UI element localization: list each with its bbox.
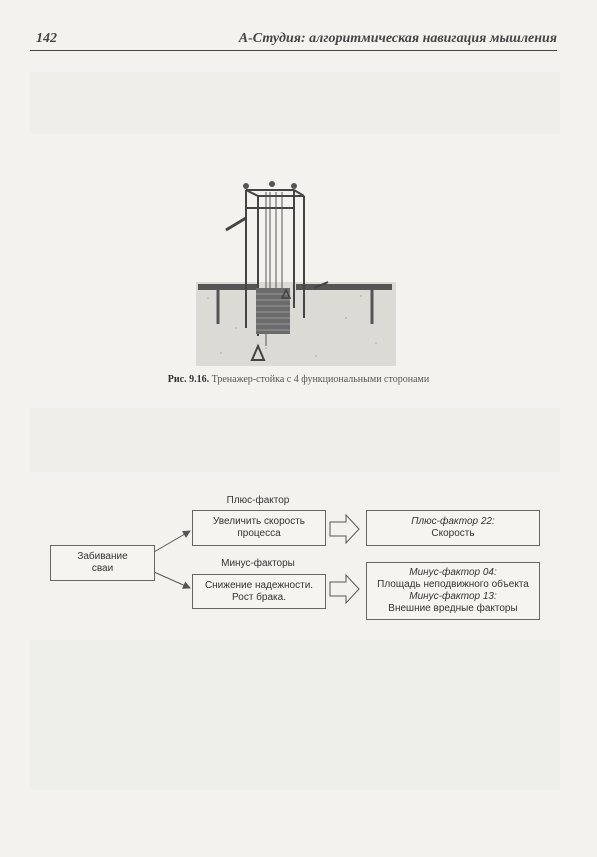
plus-factor-label: Плюс-фактор bbox=[226, 495, 290, 506]
running-title: А-Студия: алгоритмическая навигация мышления bbox=[238, 31, 557, 46]
source-box bbox=[50, 545, 155, 581]
minus-action-line2: Рост брака. bbox=[232, 591, 286, 603]
plus-action-line1: Увеличить скорость bbox=[213, 516, 305, 527]
page-number: 142 bbox=[36, 31, 57, 46]
minus-result-line3: Минус-фактор 13: bbox=[409, 591, 497, 602]
minus-result-line4: Внешние вредные факторы bbox=[388, 603, 518, 614]
plus-action-box bbox=[192, 510, 326, 546]
plus-result-line1: Плюс-фактор 22: bbox=[411, 516, 495, 527]
plus-result-box bbox=[366, 510, 540, 546]
plus-result-line2: Скорость bbox=[431, 528, 475, 539]
caption-label: Рис. 9.16. bbox=[167, 374, 210, 385]
minus-result-box bbox=[366, 562, 540, 620]
minus-factors-label: Минус-факторы bbox=[221, 558, 295, 569]
minus-action-box bbox=[192, 574, 326, 609]
plus-action-line2: процесса bbox=[237, 528, 281, 539]
minus-result-line2: Площадь неподвижного объекта bbox=[377, 579, 529, 590]
caption-text: Тренажер-стойка с 4 функциональными сторонами bbox=[211, 374, 430, 385]
source-line2: сваи bbox=[91, 563, 114, 574]
minus-action-line1: Снижение надежности. bbox=[204, 579, 314, 591]
minus-result-line1: Минус-фактор 04: bbox=[409, 567, 497, 578]
source-line1: Забивание bbox=[77, 551, 128, 562]
